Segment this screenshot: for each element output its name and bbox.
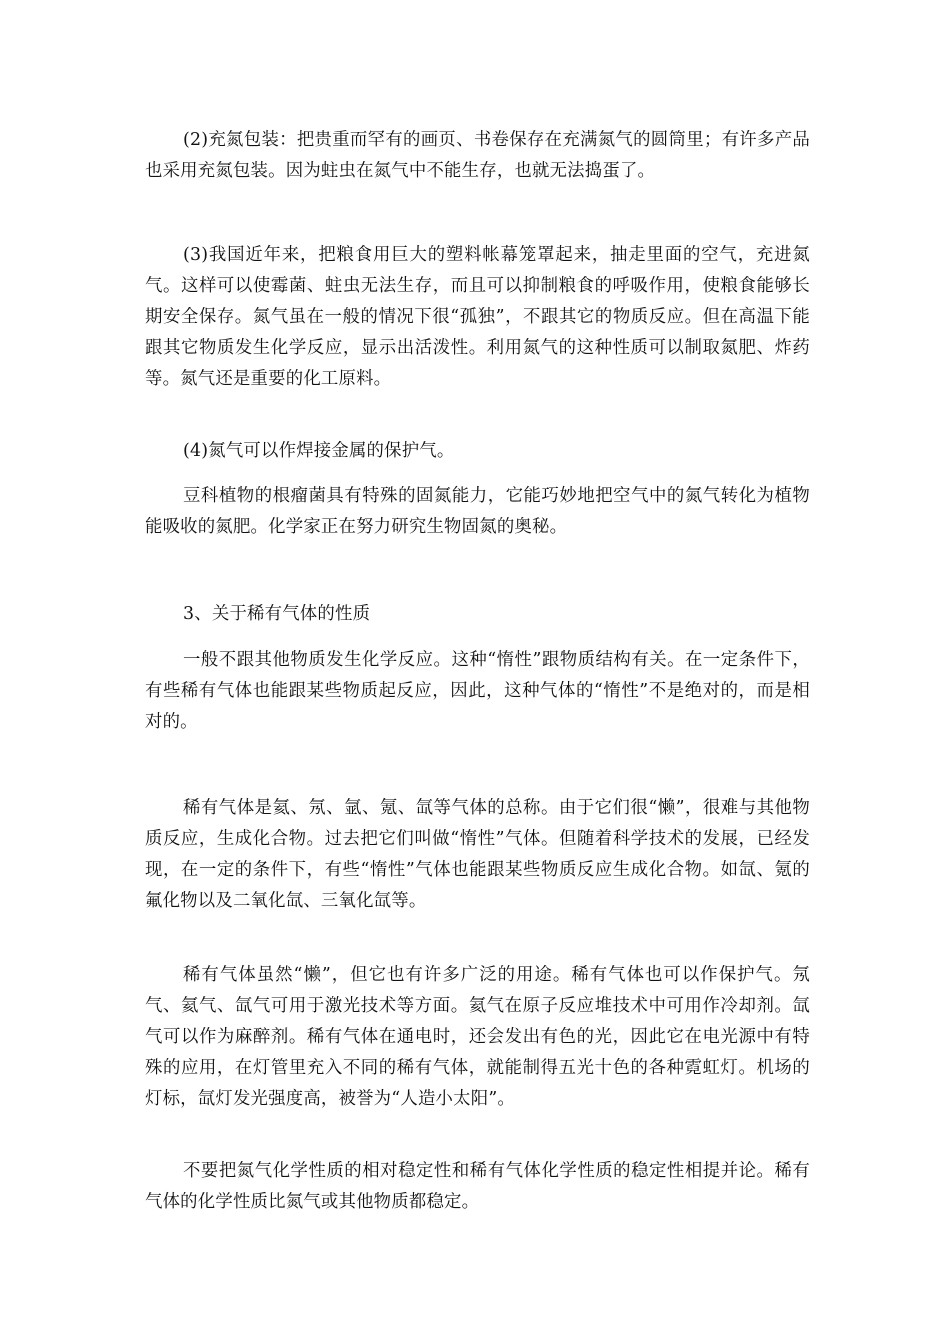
- paragraph-rare-gas-definition: 稀有气体是氦、氖、氩、氪、氙等气体的总称。由于它们很“懒”，很难与其他物质反应，生成化合物。过去把它们叫做“惰性”气体。但随着科学技术的发展，已经发现，在一定的条件下，有些“惰性”气体也能跟某些物质反应生成化合物。如氙、氪的氟化物以及二氧化氙、三氧化氙等。: [145, 798, 810, 911]
- paragraph-inertness: 一般不跟其他物质发生化学反应。这种“惰性”跟物质结构有关。在一定条件下，有些稀有气体也能跟某些物质起反应，因此，这种气体的“惰性”不是绝对的，而是相对的。: [145, 650, 810, 732]
- paragraph-welding-gas: (4)氮气可以作焊接金属的保护气。: [183, 441, 455, 461]
- paragraph-grain-storage: (3)我国近年来，把粮食用巨大的塑料帐幕笼罩起来，抽走里面的空气，充进氮气。这样可以使霉菌、蛀虫无法生存，而且可以抑制粮食的呼吸作用，使粮食能够长期安全保存。氮气虽在一般的情况下很“孤独”，不跟其它的物质反应。但在高温下能跟其它物质发生化学反应，显示出活泼性。利用氮气的这种性质可以制取氮肥、炸药等。氮气还是重要的化工原料。: [145, 245, 810, 389]
- paragraph-nitrogen-fixation: 豆科植物的根瘤菌具有特殊的固氮能力，它能巧妙地把空气中的氮气转化为植物能吸收的氮肥。化学家正在努力研究生物固氮的奥秘。: [145, 486, 810, 537]
- section-heading-rare-gases: 3、关于稀有气体的性质: [183, 604, 371, 624]
- paragraph-stability-comparison: 不要把氮气化学性质的相对稳定性和稀有气体化学性质的稳定性相提并论。稀有气体的化学性质比氮气或其他物质都稳定。: [145, 1161, 810, 1212]
- paragraph-nitrogen-packaging: (2)充氮包装：把贵重而罕有的画页、书卷保存在充满氮气的圆筒里；有许多产品也采用充氮包装。因为蛀虫在氮气中不能生存，也就无法捣蛋了。: [145, 130, 810, 181]
- paragraph-rare-gas-uses: 稀有气体虽然“懒”，但它也有许多广泛的用途。稀有气体也可以作保护气。氖气、氦气、氙气可用于激光技术等方面。氦气在原子反应堆技术中可用作冷却剂。氙气可以作为麻醉剂。稀有气体在通电时，还会发出有色的光，因此它在电光源中有特殊的应用，在灯管里充入不同的稀有气体，就能制得五光十色的各种霓虹灯。机场的灯标，氙灯发光强度高，被誉为“人造小太阳”。: [145, 965, 810, 1109]
